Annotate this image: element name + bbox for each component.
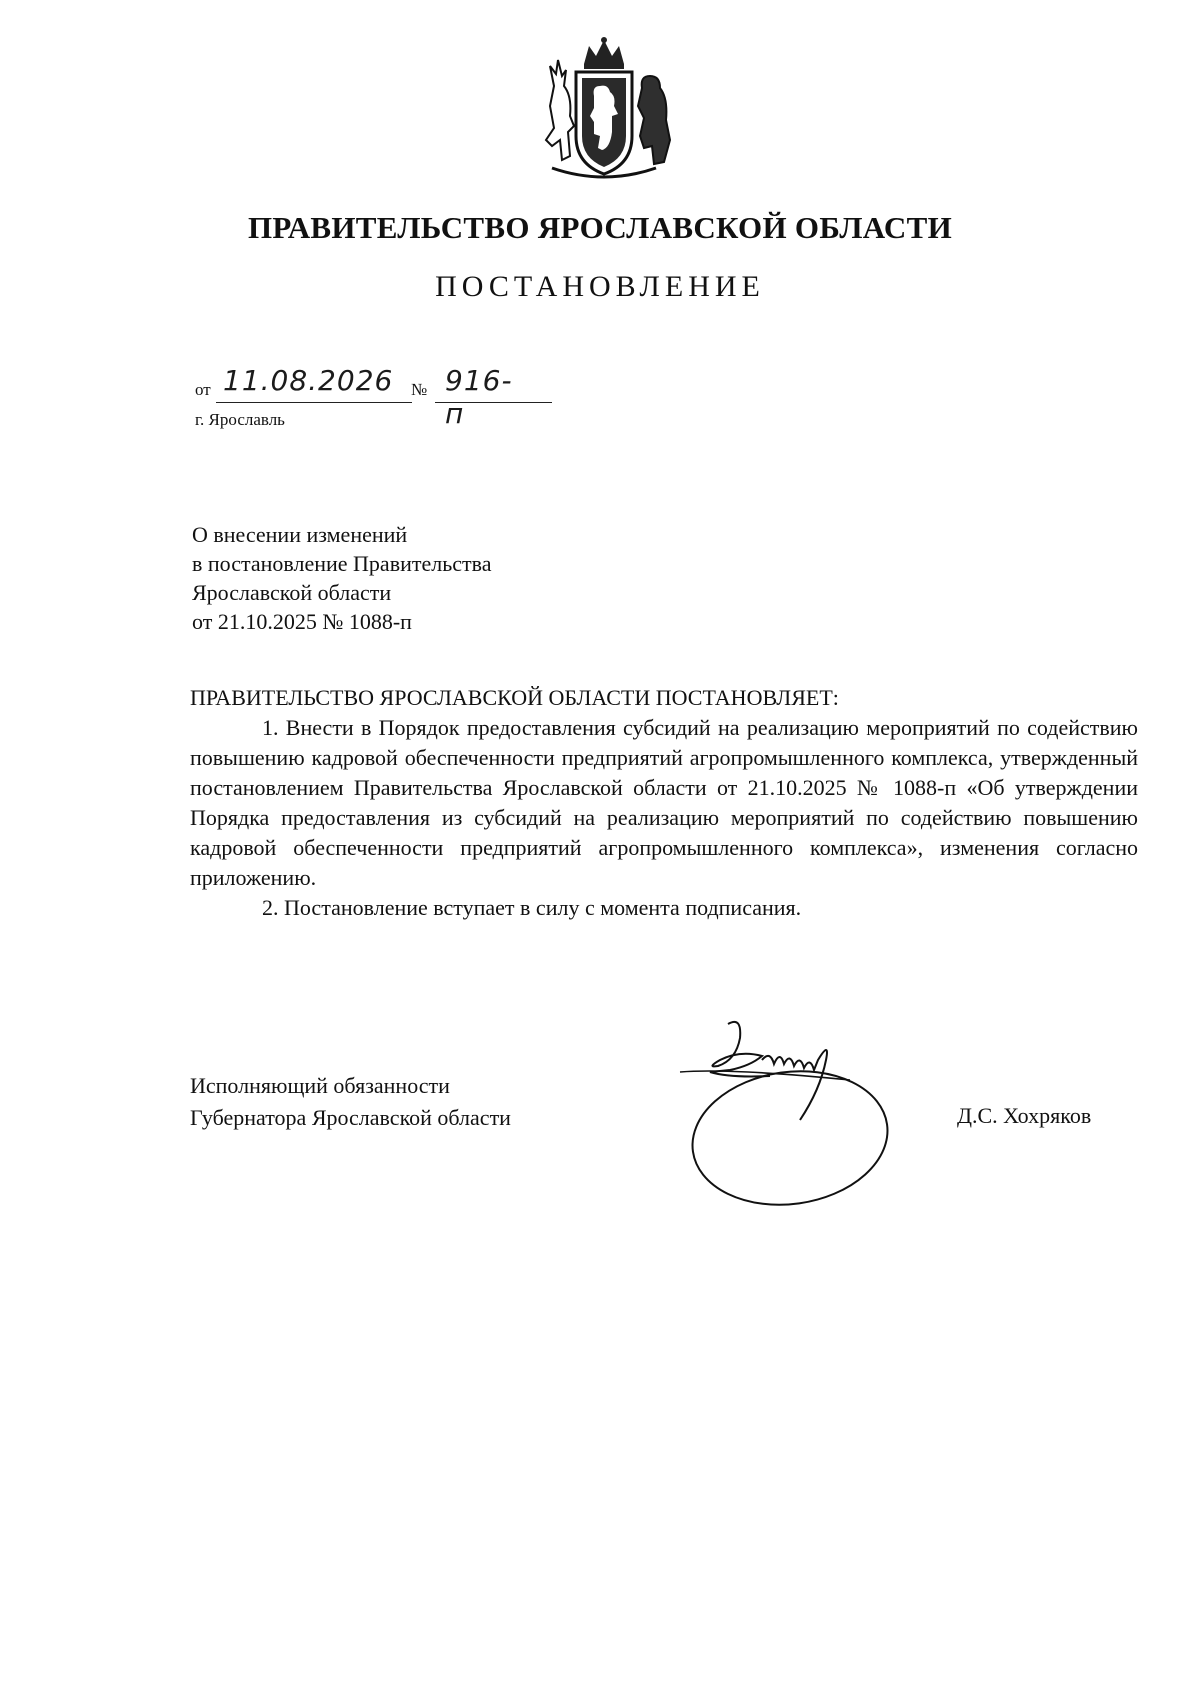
subject-line: Ярославской области — [192, 580, 392, 605]
coat-of-arms-icon — [532, 36, 677, 186]
resolution-lead: ПРАВИТЕЛЬСТВО ЯРОСЛАВСКОЙ ОБЛАСТИ ПОСТАНОВЛЯЕТ: — [190, 685, 839, 710]
position-line: Губернатора Ярославской области — [190, 1105, 511, 1130]
organization-title: ПРАВИТЕЛЬСТВО ЯРОСЛАВСКОЙ ОБЛАСТИ — [248, 210, 952, 245]
document-body — [190, 683, 1138, 923]
city-label: г. Ярославль — [195, 410, 285, 429]
date-prefix: от — [195, 380, 211, 399]
signature-icon — [670, 1020, 930, 1250]
paragraph-item: 2. Постановление вступает в силу с момента подписания. — [262, 895, 802, 920]
signatory-position — [190, 1070, 511, 1134]
handwritten-date: 11.08.2026 — [223, 364, 394, 397]
position-line: Исполняющий обязанности — [190, 1073, 450, 1098]
subject-line: от 21.10.2025 № 1088-п — [192, 609, 412, 634]
number-underline — [435, 402, 552, 403]
signatory-name: Д.С. Хохряков — [957, 1103, 1092, 1128]
date-underline — [216, 402, 412, 403]
paragraph-item: 1. Внести в Порядок предоставления субсидий на реализацию мероприятий по содействию повышению кадровой обеспеченности предприятий агропромышленного комплекса, утвержденный постановлением Правительства Ярославской области от 21.10.2025 № 1088-п «Об утверждении Порядка предоставления из субсидий на реализацию мероприятий по содействию повышению кадровой обеспеченности предприятий агропромышленного комплекса», изменения согласно приложению. — [190, 715, 1138, 890]
number-prefix: № — [411, 380, 428, 399]
document-subject — [192, 520, 492, 636]
subject-line: О внесении изменений — [192, 522, 408, 547]
subject-line: в постановление Правительства — [192, 551, 492, 576]
document-type: ПОСТАНОВЛЕНИЕ — [435, 270, 765, 303]
handwritten-number: 916-п — [445, 364, 513, 430]
